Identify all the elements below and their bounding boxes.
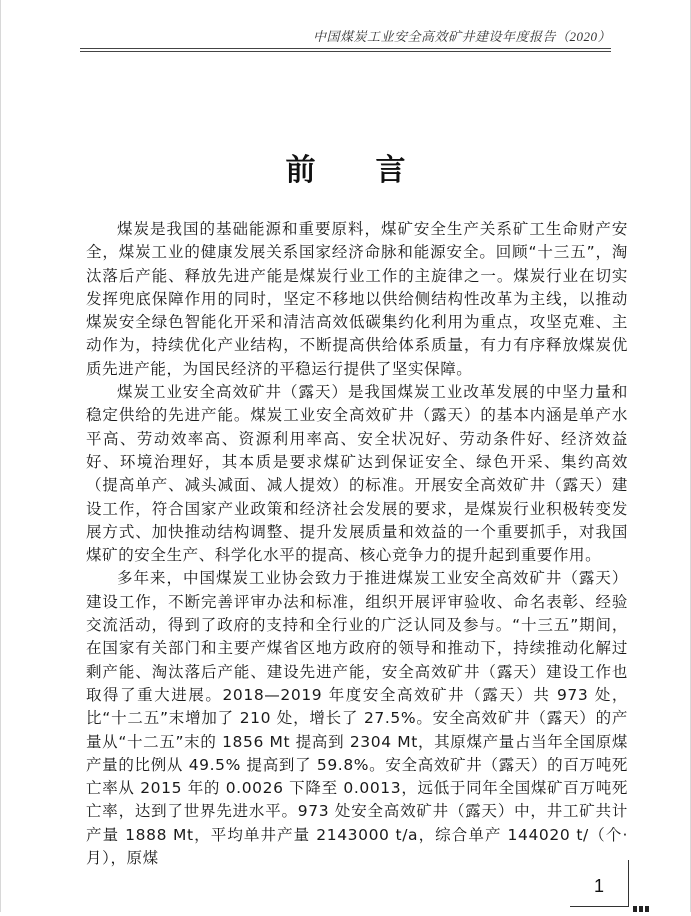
header-rule-bottom — [80, 51, 611, 52]
header-rule-top — [80, 48, 611, 49]
corner-mark — [633, 897, 655, 905]
page-title: 前言 — [285, 153, 466, 188]
paragraph-1: 煤炭是我国的基础能源和重要原料，煤矿安全生产关系矿工生命财产安全，煤炭工业的健康发展关系国家经济命脉和能源安全。回顾“十三五”，淘汰落后产能、释放先进产能是煤炭行业工作的主旋律之一。煤炭行业在切实发挥兜底保障作用的同时，坚定不移地以供给侧结构性改革为主线，以推动煤炭安全绿色智能化开采和清洁高效低碳集约化利用为重点，攻坚克难、主动作为，持续优化产业结构，不断提高供给体系质量，有力有序释放煤炭优质先进产能，为国民经济的平稳运行提供了坚实保障。 — [86, 220, 628, 378]
page-number: 1 — [594, 876, 605, 896]
running-header: 中国煤炭工业安全高效矿井建设年度报告（2020） — [312, 29, 611, 44]
footer-rule-horizontal — [570, 906, 629, 907]
paragraph-2: 煤炭工业安全高效矿井（露天）是我国煤炭工业改革发展的中坚力量和稳定供给的先进产能。煤炭工业安全高效矿井（露天）的基本内涵是单产水平高、劳动效率高、资源利用率高、安全状况好、劳动条件好、经济效益好、环境治理好，其本质是要求煤矿达到保证安全、绿色开采、集约高效（提高单产、减头减面、减人提效）的标准。开展安全高效矿井（露天）建设工作，符合国家产业政策和经济社会发展的要求，是煤炭行业积极转变发展方式、加快推动结构调整、提升发展质量和效益的一个重要抓手，对我国煤矿的安全生产、科学化水平的提高、核心竞争力的提升起到重要作用。 — [86, 383, 628, 565]
footer-rule-vertical — [628, 860, 629, 906]
paragraph-3: 多年来，中国煤炭工业协会致力于推进煤炭工业安全高效矿井（露天）建设工作，不断完善评审办法和标准，组织开展评审验收、命名表彰、经验交流活动，得到了政府的支持和全行业的广泛认同及参与。“十三五”期间，在国家有关部门和主要产煤省区地方政府的领导和推动下，持续推动化解过剩产能、淘汰落后产能、建设先进产能，安全高效矿井（露天）建设工作也取得了重大进展。2018—2019 年度安全高效矿井（露天）共 973 处，比“十二五”末增加了 210 处，增长了 27.5%。安全高效矿井（露天）的产量从“十二五”末的 1856 Mt 提高到 2304 Mt，其原煤产量占当年全国原煤产量的比例从 49.5% 提高到了 59.8%。安全高效矿井（露天）的百万吨死亡率从 2015 年的 0.0026 下降至 0.0013，远低于同年全国煤矿百万吨死亡率，达到了世界先进水平。973 处安全高效矿井（露天）中，井工矿共计产量 1888 Mt，平均单井产量 2143000 t/a，综合单产 144020 t/（个·月），原煤 — [86, 569, 628, 868]
page-edge-left — [0, 0, 1, 912]
body-text — [86, 218, 628, 870]
